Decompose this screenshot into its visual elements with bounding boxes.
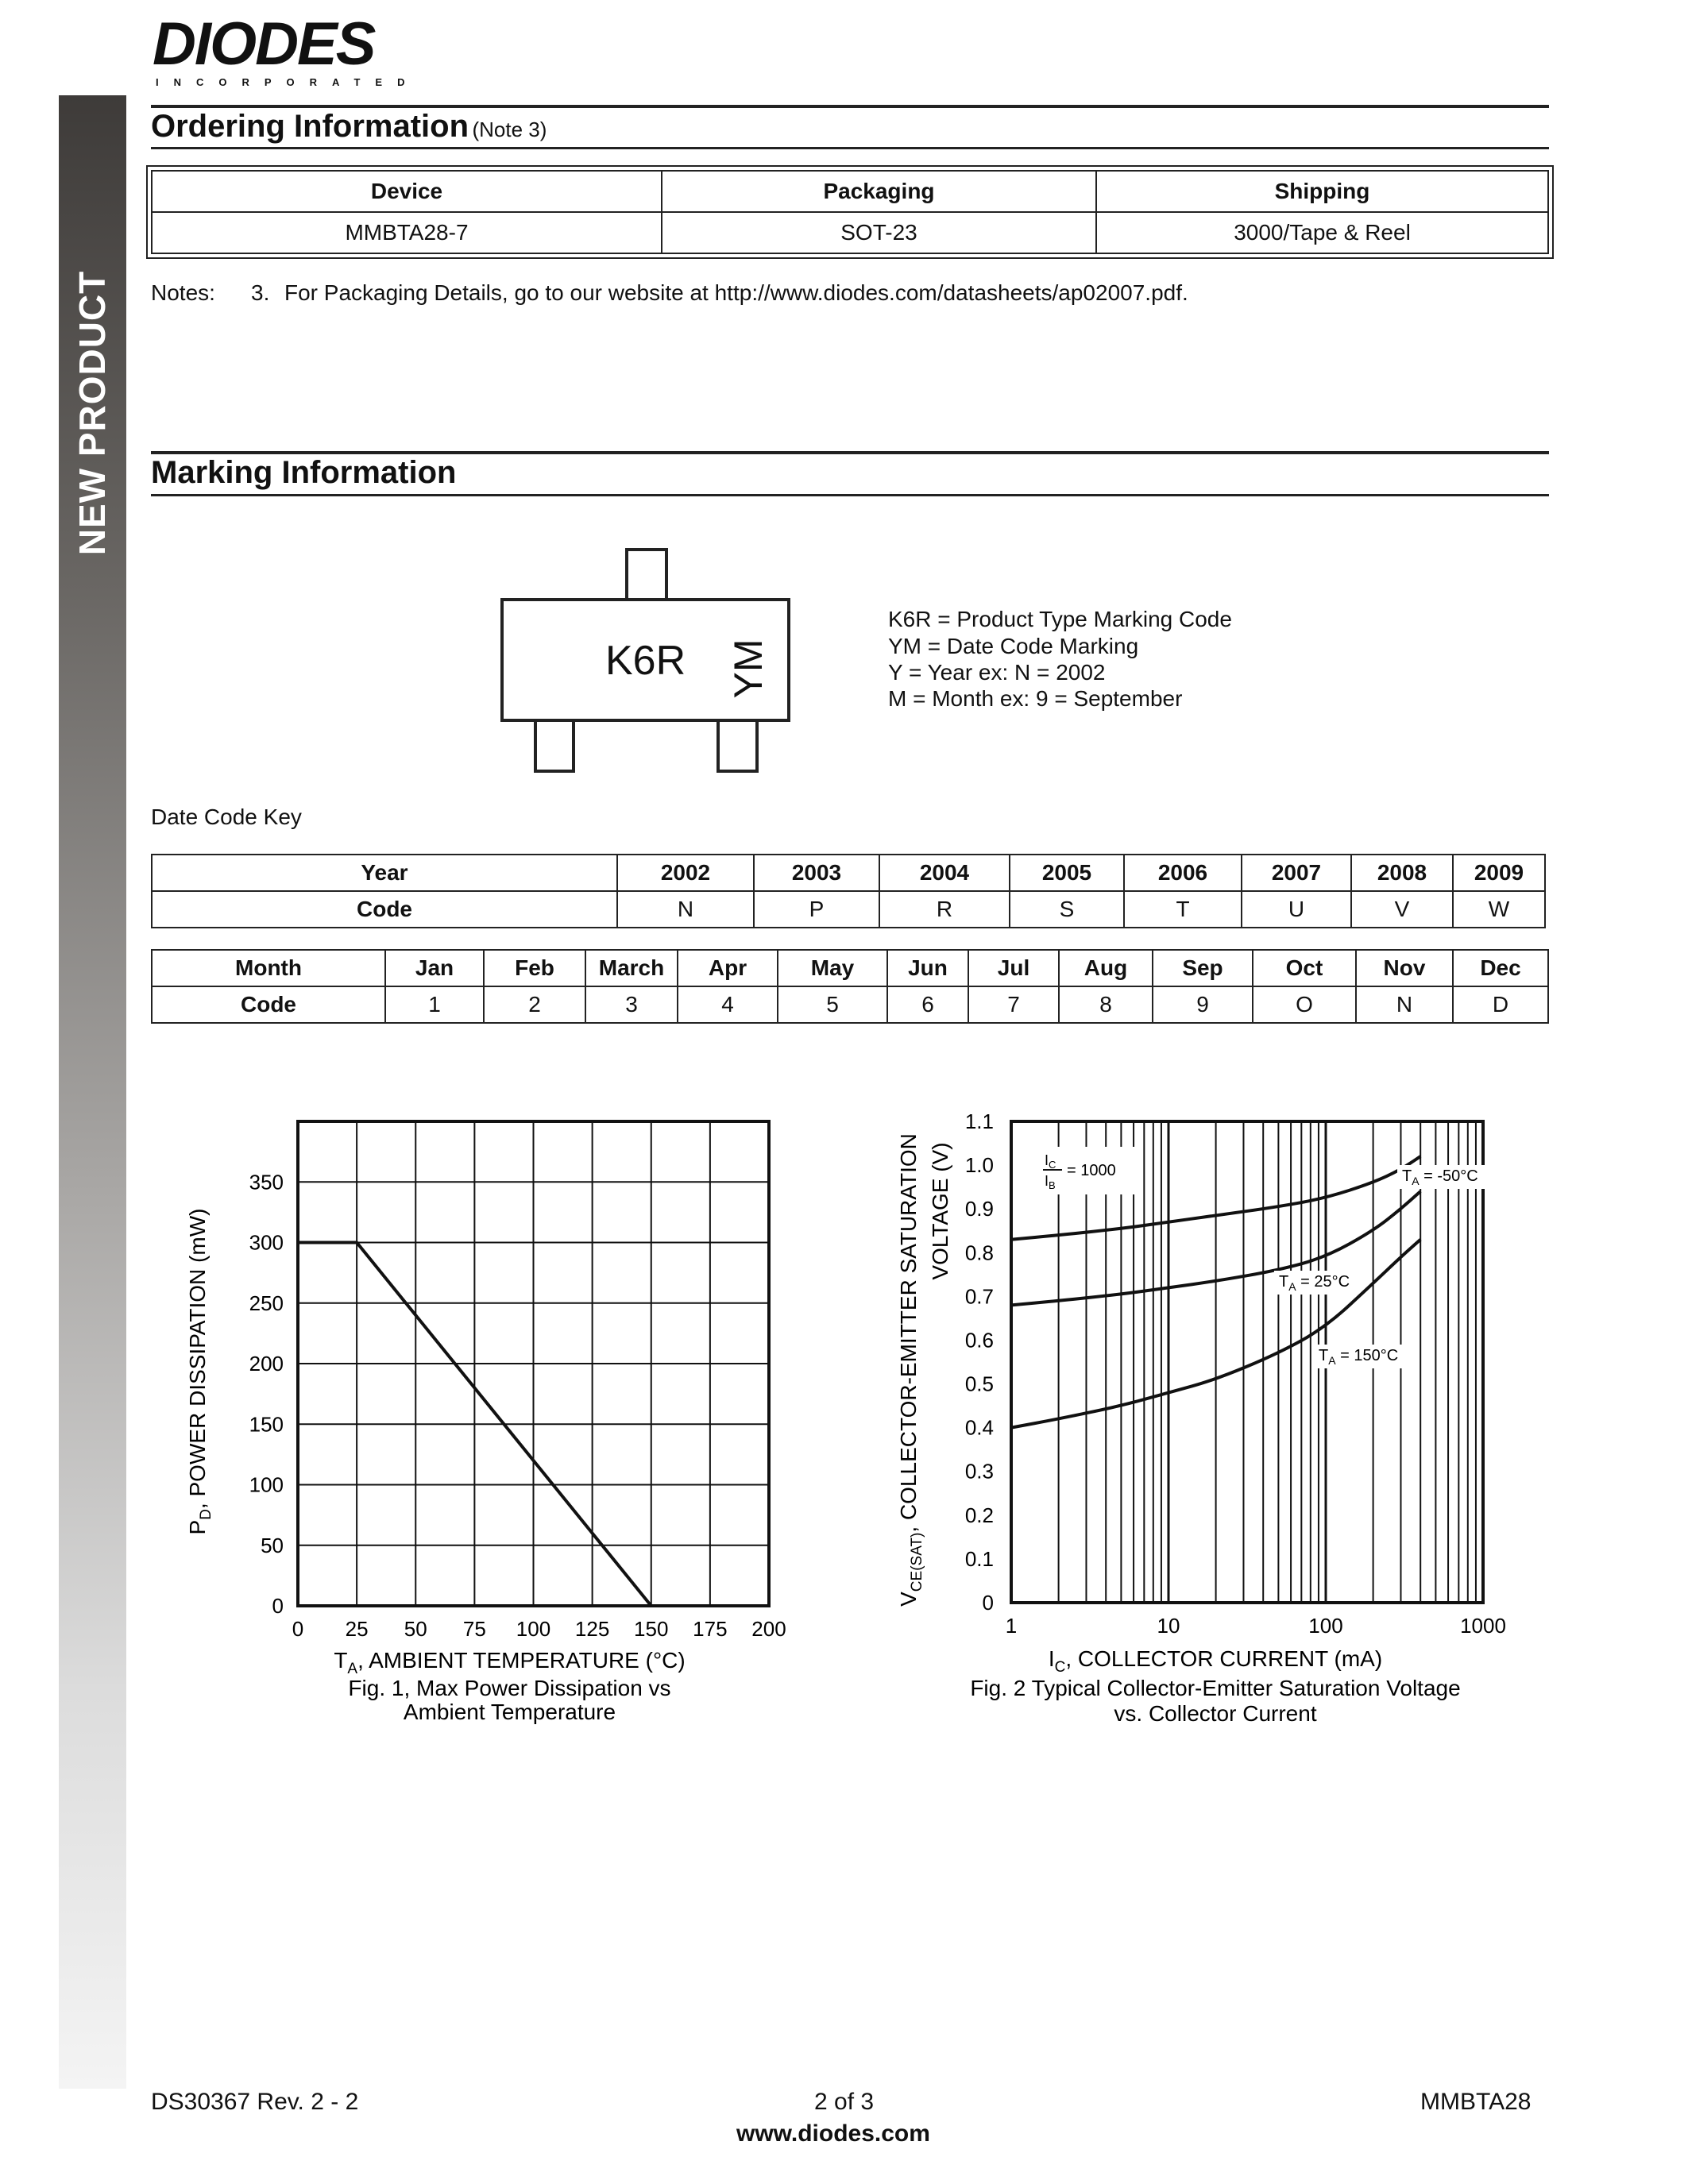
svg-text:IC: $I_C$ (1045, 1152, 1056, 1171)
marking-legend-line: Y = Year ex: N = 2002 (888, 660, 1106, 685)
marking-legend-line: YM = Date Code Marking (888, 634, 1139, 658)
fig2-x-tick-label: 10 (1157, 1614, 1180, 1638)
fig1-power-dissipation-chart (175, 1096, 826, 1747)
fig2-condition-label (1037, 1147, 1140, 1194)
fig2-vce-sat-chart (886, 1096, 1569, 1747)
package-pin-top (625, 548, 668, 601)
fig2-y-tick-label: 1.0 (964, 1153, 994, 1178)
month-code-label: Code (152, 986, 385, 1023)
fig2-y-tick-label: 0.7 (964, 1284, 994, 1309)
fig2-x-tick-label: 1000 (1460, 1614, 1506, 1638)
ordering-header-packaging: Packaging (662, 171, 1096, 212)
month-code-cell: 8 (1059, 986, 1153, 1023)
marking-legend-line: M = Month ex: 9 = September (888, 686, 1183, 711)
month-cell: Oct (1253, 950, 1356, 986)
fig2-y-tick-label: 0.2 (964, 1503, 994, 1527)
year-cell: 2004 (879, 855, 1010, 891)
fig2-y-tick-label: 0.1 (964, 1546, 994, 1571)
year-code-cell: U (1242, 891, 1351, 928)
year-header: Year (152, 855, 617, 891)
fig2-series-label: $T_A = 25^\circ C$ (1279, 1273, 1350, 1293)
fig1-x-tick-label: 175 (693, 1617, 728, 1641)
marking-rule-top (151, 451, 1549, 454)
fig1-y-tick-label: 350 (249, 1170, 284, 1194)
fig1-x-tick-label: 50 (404, 1617, 427, 1641)
fig1-caption-line: Ambient Temperature (403, 1700, 616, 1724)
fig1-x-tick-label: 125 (574, 1617, 610, 1641)
year-code-cell: V (1351, 891, 1453, 928)
fig1-x-axis-label: $T_A$, AMBIENT TEMPERATURE (°C) (334, 1648, 686, 1677)
year-code-cell: S (1010, 891, 1124, 928)
ordering-header-shipping: Shipping (1096, 171, 1548, 212)
year-code-cell: W (1453, 891, 1545, 928)
year-cell: 2008 (1351, 855, 1453, 891)
date-code-key-label: Date Code Key (151, 805, 302, 829)
month-cell: Sep (1153, 950, 1253, 986)
month-cell: Jan (385, 950, 484, 986)
fig1-x-tick-label: 100 (516, 1617, 551, 1641)
side-banner-text: NEW PRODUCT (71, 270, 113, 556)
fig2-y-tick-label: 0 (982, 1591, 994, 1615)
fig1-y-tick-label: 100 (249, 1472, 284, 1497)
ordering-note-ref: (Note 3) (472, 118, 547, 141)
fig2-caption-line: vs. Collector Current (1114, 1701, 1317, 1726)
fig2-y-tick-label: 0.5 (964, 1372, 994, 1396)
month-cell: Aug (1059, 950, 1153, 986)
month-code-cell: 6 (887, 986, 968, 1023)
year-cell: 2002 (617, 855, 754, 891)
month-cell: Dec (1453, 950, 1548, 986)
year-cell: 2005 (1010, 855, 1124, 891)
year-code-cell: P (754, 891, 879, 928)
ordering-title: Ordering Information (151, 109, 469, 144)
svg-text:VCE(SAT), COLLECTOR-EMITTER SA: $V_{CE(SAT)}$, COLLECTOR-EMITTER SATURATION (896, 1133, 925, 1607)
package-pin-left (534, 719, 575, 773)
note-number: 3. (251, 280, 270, 305)
fig1-y-tick-label: 300 (249, 1230, 284, 1255)
package-marking-code: K6R (605, 638, 686, 684)
fig2-caption-line: Fig. 2 Typical Collector-Emitter Saturation Voltage (970, 1676, 1461, 1700)
fig1-x-tick-label: 150 (634, 1617, 669, 1641)
year-cell: 2007 (1242, 855, 1351, 891)
marking-legend-line: K6R = Product Type Marking Code (888, 607, 1232, 631)
year-cell: 2003 (754, 855, 879, 891)
fig1-caption-line: Fig. 1, Max Power Dissipation vs (348, 1676, 671, 1700)
ordering-device: MMBTA28-7 (152, 212, 662, 253)
month-code-cell: D (1453, 986, 1548, 1023)
ordering-title-block (151, 109, 547, 145)
fig1-y-axis-label: $P_D$, POWER DISSIPATION (mW) (185, 1208, 214, 1535)
fig2-x-tick-label: 1 (1005, 1614, 1018, 1638)
fig2-x-tick-label: 100 (1308, 1614, 1343, 1638)
month-code-cell: 1 (385, 986, 484, 1023)
footer-doc-id: DS30367 Rev. 2 - 2 (151, 2089, 359, 2115)
svg-text:VOLTAGE (V): VOLTAGE (V) (928, 1142, 952, 1280)
fig2-y-tick-label: 0.8 (964, 1241, 994, 1265)
month-code-cell: 3 (585, 986, 678, 1023)
fig1-x-tick-label: 25 (345, 1617, 369, 1641)
note-text: For Packaging Details, go to our website at http://www.diodes.com/datasheets/ap02007.pdf. (284, 280, 1188, 305)
package-date-code: YM (726, 639, 771, 699)
year-cell: 2006 (1124, 855, 1242, 891)
month-code-cell: 2 (484, 986, 585, 1023)
marking-rule-bottom (151, 494, 1549, 496)
year-code-cell: T (1124, 891, 1242, 928)
ordering-header-device: Device (152, 171, 662, 212)
month-code-table (151, 949, 1549, 1024)
month-code-cell: 7 (968, 986, 1059, 1023)
year-code-cell: N (617, 891, 754, 928)
fig1-y-tick-label: 0 (272, 1594, 284, 1618)
year-code-table (151, 854, 1546, 928)
month-code-cell: N (1356, 986, 1453, 1023)
month-code-cell: 5 (778, 986, 887, 1023)
month-code-cell: O (1253, 986, 1356, 1023)
fig2-y-tick-label: 0.4 (964, 1415, 994, 1440)
fig2-y-tick-label: 1.1 (964, 1109, 994, 1133)
month-cell: Jul (968, 950, 1059, 986)
svg-text:= 1000: = 1000 (1067, 1162, 1116, 1179)
month-cell: Jun (887, 950, 968, 986)
section-rule-bottom (151, 147, 1549, 149)
fig1-y-tick-label: 200 (249, 1352, 284, 1376)
fig2-y-axis-label (896, 1133, 952, 1607)
year-code-cell: R (879, 891, 1010, 928)
year-cell: 2009 (1453, 855, 1545, 891)
company-logo (153, 10, 438, 88)
fig2-series-label: $T_A = 150^\circ C$ (1319, 1347, 1399, 1367)
logo-wordmark: DIODES (153, 10, 375, 78)
package-pin-right (717, 719, 759, 773)
fig2-y-tick-label: 0.6 (964, 1328, 994, 1352)
month-cell: May (778, 950, 887, 986)
footer-part-number: MMBTA28 (1420, 2089, 1532, 2115)
ordering-packaging: SOT-23 (662, 212, 1096, 253)
fig2-y-tick-label: 0.3 (964, 1459, 994, 1484)
month-code-cell: 9 (1153, 986, 1253, 1023)
footer-page-number: 2 of 3 (814, 2089, 875, 2115)
month-cell: March (585, 950, 678, 986)
notes-label: Notes: (151, 280, 215, 305)
footer-url-link[interactable]: www.diodes.com (736, 2120, 930, 2147)
logo-subtitle: INCORPORATED (156, 76, 420, 88)
fig1-x-tick-label: 75 (462, 1617, 486, 1641)
year-code-label: Code (152, 891, 617, 928)
month-cell: Apr (678, 950, 778, 986)
fig2-series-label: $T_A = -50^\circ C$ (1402, 1167, 1478, 1187)
svg-text:IB: $I_B$ (1045, 1173, 1056, 1191)
fig2-x-axis-label: $I_C$, COLLECTOR CURRENT (mA) (1048, 1646, 1383, 1676)
month-code-cell: 4 (678, 986, 778, 1023)
section-rule-top (151, 105, 1549, 108)
fig1-y-tick-label: 50 (261, 1533, 284, 1557)
ordering-table (151, 170, 1549, 254)
month-cell: Feb (484, 950, 585, 986)
fig1-y-tick-label: 150 (249, 1412, 284, 1437)
ordering-shipping: 3000/Tape & Reel (1096, 212, 1548, 253)
month-cell: Nov (1356, 950, 1453, 986)
fig1-x-tick-label: 0 (292, 1617, 304, 1641)
fig2-y-tick-label: 0.9 (964, 1197, 994, 1221)
marking-title: Marking Information (151, 455, 457, 490)
fig1-y-tick-label: 250 (249, 1291, 284, 1315)
side-banner (59, 95, 126, 2089)
fig1-x-tick-label: 200 (751, 1617, 786, 1641)
month-header: Month (152, 950, 385, 986)
